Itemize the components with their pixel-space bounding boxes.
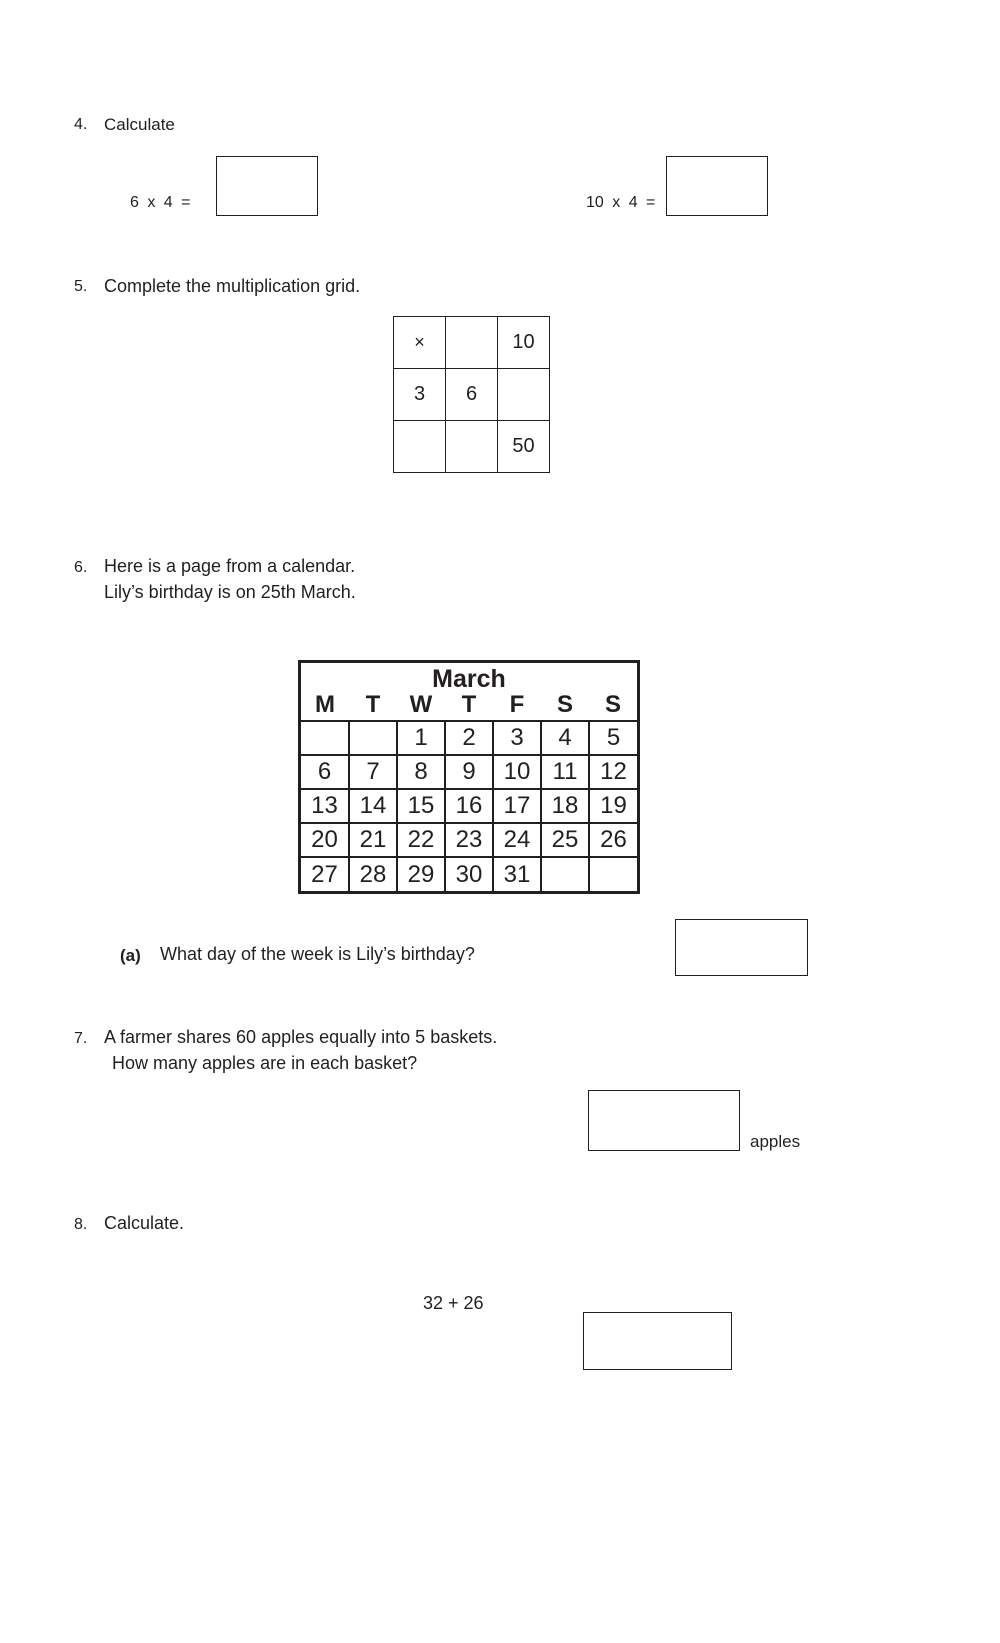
calendar-day: 4 [541, 721, 589, 755]
calendar-day: 10 [493, 755, 541, 789]
grid-cell: 3 [394, 369, 446, 421]
calendar-day: 15 [397, 789, 445, 823]
calendar [298, 660, 640, 894]
calendar-day: 29 [397, 857, 445, 891]
q6-line-1: Here is a page from a calendar. [104, 556, 356, 576]
calendar-day: 5 [589, 721, 637, 755]
weekday-label: S [556, 691, 573, 718]
q4-answer-box-2[interactable] [666, 156, 768, 216]
multiplication-grid [393, 316, 550, 473]
calendar-day [349, 721, 397, 755]
q8-answer-box[interactable] [583, 1312, 732, 1370]
q8-expression: 32 + 26 [423, 1293, 484, 1313]
calendar-day: 23 [445, 823, 493, 857]
q4-equation-1: 6 x 4 = [130, 194, 191, 211]
calendar-day: 19 [589, 789, 637, 823]
calendar-day: 2 [445, 721, 493, 755]
calendar-day: 25 [541, 823, 589, 857]
weekday-label: F [509, 691, 525, 718]
q7-line-2: How many apples are in each basket? [112, 1053, 418, 1073]
calendar-day: 9 [445, 755, 493, 789]
grid-cell-answer[interactable] [498, 369, 550, 421]
q4-equation-2: 10 x 4 = [586, 194, 656, 211]
calendar-day: 14 [349, 789, 397, 823]
calendar-day: 17 [493, 789, 541, 823]
calendar-day [301, 721, 349, 755]
grid-cell: 6 [446, 369, 498, 421]
calendar-grid [301, 720, 637, 891]
q4-text: Calculate [104, 115, 175, 134]
calendar-day: 20 [301, 823, 349, 857]
grid-cell-times-sign: × [394, 317, 446, 369]
grid-cell-answer[interactable] [446, 317, 498, 369]
calendar-day: 6 [301, 755, 349, 789]
calendar-day: 16 [445, 789, 493, 823]
calendar-day [589, 857, 637, 891]
calendar-day: 26 [589, 823, 637, 857]
calendar-day: 3 [493, 721, 541, 755]
calendar-day: 11 [541, 755, 589, 789]
calendar-day: 28 [349, 857, 397, 891]
calendar-day: 7 [349, 755, 397, 789]
q7-unit-label: apples [750, 1132, 801, 1151]
calendar-day: 8 [397, 755, 445, 789]
q8-text: Calculate. [104, 1213, 185, 1233]
grid-cell: 10 [498, 317, 550, 369]
weekday-label: M [315, 691, 335, 718]
calendar-day: 27 [301, 857, 349, 891]
q6-number: 6. [74, 559, 88, 576]
q7-answer-box[interactable] [588, 1090, 740, 1151]
q6-line-2: Lily’s birthday is on 25th March. [104, 582, 356, 602]
grid-cell: 50 [498, 421, 550, 473]
q6-part-a-text: What day of the week is Lily’s birthday? [160, 944, 475, 964]
q6-part-a-label: (a) [120, 946, 141, 965]
q5-number: 5. [74, 278, 88, 295]
q5-text: Complete the multiplication grid. [104, 276, 361, 296]
weekday-label: T [365, 691, 381, 718]
q6-answer-box[interactable] [675, 919, 808, 976]
q4-number: 4. [74, 116, 88, 133]
grid-cell-answer[interactable] [446, 421, 498, 473]
calendar-day: 13 [301, 789, 349, 823]
calendar-weekday-header [301, 692, 637, 720]
calendar-day: 21 [349, 823, 397, 857]
grid-cell-answer[interactable] [394, 421, 446, 473]
calendar-day: 31 [493, 857, 541, 891]
calendar-day: 1 [397, 721, 445, 755]
calendar-day: 24 [493, 823, 541, 857]
weekday-label: T [461, 691, 477, 718]
calendar-month: March [432, 665, 506, 693]
calendar-day [541, 857, 589, 891]
calendar-day: 30 [445, 857, 493, 891]
q4-answer-box-1[interactable] [216, 156, 318, 216]
calendar-day: 12 [589, 755, 637, 789]
weekday-label: W [409, 691, 433, 718]
calendar-day: 22 [397, 823, 445, 857]
q8-number: 8. [74, 1216, 88, 1233]
weekday-label: S [604, 691, 621, 718]
q7-line-1: A farmer shares 60 apples equally into 5 baskets. [104, 1027, 498, 1047]
q7-number: 7. [74, 1030, 88, 1047]
calendar-day: 18 [541, 789, 589, 823]
